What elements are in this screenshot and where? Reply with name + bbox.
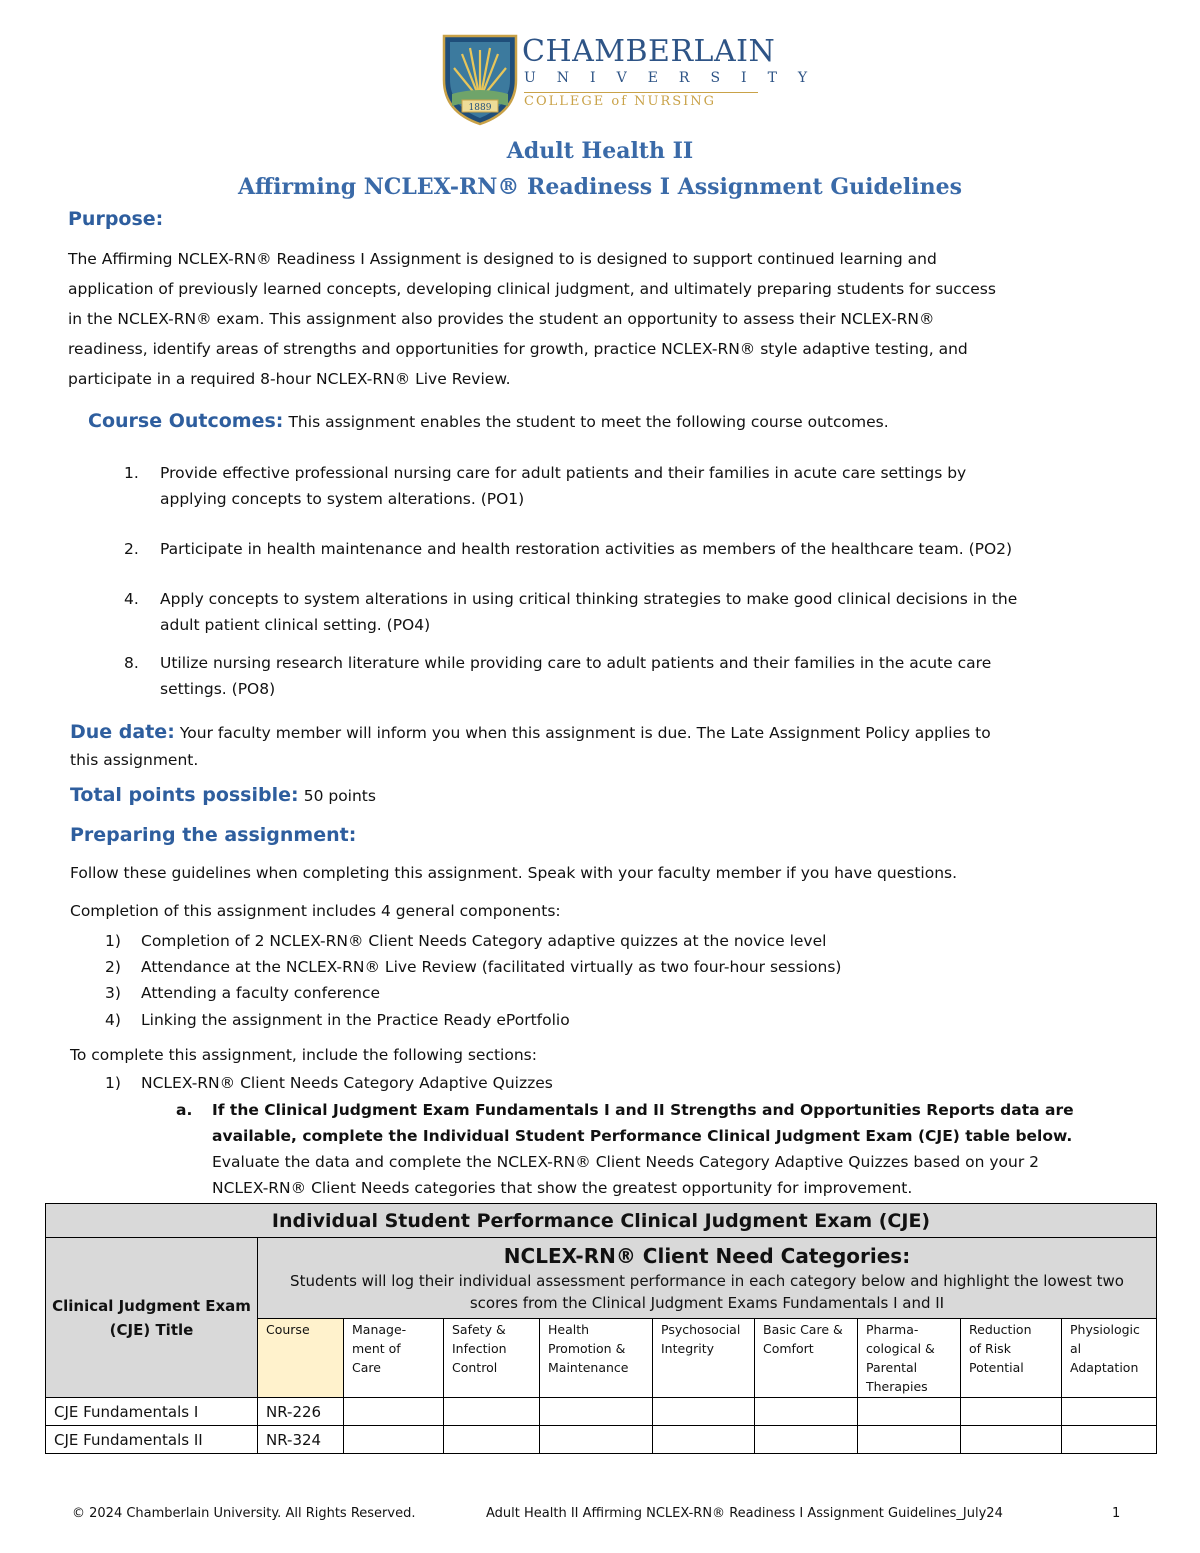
score-cell[interactable] xyxy=(344,1398,444,1426)
col-header-course: Course xyxy=(258,1319,344,1398)
logo-university: UNIVERSITY xyxy=(524,70,829,86)
course-outcomes-intro: This assignment enables the student to meet the following course outcomes. xyxy=(288,413,889,431)
page-title: Adult Health II xyxy=(506,138,694,164)
cje-row-course: NR-324 xyxy=(258,1426,344,1454)
total-points-value: 50 points xyxy=(303,787,376,805)
col-header-psychosocial-integrity: Psychosocial Integrity xyxy=(653,1319,755,1398)
cje-title-header: Clinical Judgment Exam (CJE) Title xyxy=(46,1238,258,1398)
score-cell[interactable] xyxy=(755,1398,858,1426)
subsection-line: If the Clinical Judgment Exam Fundamentals I and II Strengths and Opportunities Reports data are xyxy=(212,1101,1074,1119)
purpose-line: The Affirming NCLEX-RN® Readiness I Assignment is designed to is designed to support continued learning and xyxy=(68,250,937,268)
col-header-pharmacological: Pharma- cological & Parental Therapies xyxy=(858,1319,961,1398)
cje-row-course: NR-226 xyxy=(258,1398,344,1426)
footer-page-number: 1 xyxy=(1112,1506,1121,1521)
score-cell[interactable] xyxy=(755,1426,858,1454)
preparing-heading: Preparing the assignment: xyxy=(70,824,357,846)
outcome-line: adult patient clinical setting. (PO4) xyxy=(160,616,431,634)
cje-row-title: CJE Fundamentals I xyxy=(46,1398,258,1426)
due-date-text-cont: this assignment. xyxy=(70,751,199,769)
outcome-number: 8. xyxy=(124,654,139,672)
score-cell[interactable] xyxy=(540,1398,653,1426)
logo-college: COLLEGE of NURSING xyxy=(524,94,717,109)
purpose-line: in the NCLEX-RN® exam. This assignment also provides the student an opportunity to assess their NCLEX-RN® xyxy=(68,310,935,328)
outcome-text xyxy=(160,536,1130,562)
outcome-text xyxy=(160,650,1130,702)
course-outcomes-heading: Course Outcomes: xyxy=(88,410,284,432)
logo-rule xyxy=(524,92,758,93)
score-cell[interactable] xyxy=(653,1426,755,1454)
score-cell[interactable] xyxy=(961,1398,1062,1426)
component-text: Attending a faculty conference xyxy=(141,984,381,1002)
outcome-line: Provide effective professional nursing care for adult patients and their families in acute care settings by xyxy=(160,464,967,482)
score-cell[interactable] xyxy=(858,1398,961,1426)
footer-copyright: © 2024 Chamberlain University. All Rights Reserved. xyxy=(72,1506,416,1521)
subsection-line: available, complete the Individual Student Performance Clinical Judgment Exam (CJE) table below. xyxy=(212,1127,1073,1145)
due-date-block xyxy=(70,718,991,747)
col-header-health-promotion: Health Promotion & Maintenance xyxy=(540,1319,653,1398)
col-header-management-of-care: Manage- ment of Care xyxy=(344,1319,444,1398)
component-number: 3) xyxy=(105,984,121,1002)
section-number: 1) xyxy=(105,1074,121,1092)
component-number: 4) xyxy=(105,1011,121,1029)
outcome-line: Apply concepts to system alterations in using critical thinking strategies to make good clinical decisions in the xyxy=(160,590,1018,608)
subsection-line: NCLEX-RN® Client Needs categories that show the greatest opportunity for improvement. xyxy=(212,1179,913,1197)
score-cell[interactable] xyxy=(653,1398,755,1426)
total-points-block xyxy=(70,784,376,806)
footer-document-name: Adult Health II Affirming NCLEX-RN® Readiness I Assignment Guidelines_July24 xyxy=(486,1506,1003,1521)
purpose-line: application of previously learned concepts, developing clinical judgment, and ultimately preparing students for success xyxy=(68,280,996,298)
due-date-heading: Due date: xyxy=(70,721,175,743)
component-number: 2) xyxy=(105,958,121,976)
components-intro: Completion of this assignment includes 4 general components: xyxy=(70,902,561,920)
component-text: Completion of 2 NCLEX-RN® Client Needs Category adaptive quizzes at the novice level xyxy=(141,932,827,950)
client-needs-title: NCLEX-RN® Client Need Categories: xyxy=(503,1244,911,1268)
page-subtitle: Affirming NCLEX-RN® Readiness I Assignment Guidelines xyxy=(237,174,962,200)
outcome-text xyxy=(160,460,1130,512)
component-number: 1) xyxy=(105,932,121,950)
score-cell[interactable] xyxy=(1062,1398,1157,1426)
table-row xyxy=(46,1398,1157,1426)
score-cell[interactable] xyxy=(858,1426,961,1454)
outcome-line: Participate in health maintenance and health restoration activities as members of the healthcare team. (PO2) xyxy=(160,540,1013,558)
course-outcomes-intro-line xyxy=(88,410,889,432)
score-cell[interactable] xyxy=(540,1426,653,1454)
subsection-text xyxy=(212,1097,1152,1201)
sections-intro: To complete this assignment, include the following sections: xyxy=(70,1046,537,1064)
client-needs-instructions: Students will log their individual assessment performance in each category below and highlight the lowest two scores from the Clinical Judgment Exams Fundamentals I and II xyxy=(290,1272,1124,1312)
due-date-text: Your faculty member will inform you when this assignment is due. The Late Assignment Policy applies to xyxy=(179,724,991,742)
subsection-line: Evaluate the data and complete the NCLEX-RN® Client Needs Category Adaptive Quizzes based on your 2 xyxy=(212,1153,1039,1171)
col-header-safety-infection-control: Safety & Infection Control xyxy=(444,1319,540,1398)
preparing-intro: Follow these guidelines when completing this assignment. Speak with your faculty member if you have questions. xyxy=(70,864,958,882)
purpose-line: readiness, identify areas of strengths and opportunities for growth, practice NCLEX-RN® style adaptive testing, and xyxy=(68,340,968,358)
subsection-letter: a. xyxy=(176,1101,193,1119)
component-text: Linking the assignment in the Practice Ready ePortfolio xyxy=(141,1011,570,1029)
section-text: NCLEX-RN® Client Needs Category Adaptive Quizzes xyxy=(141,1074,553,1092)
purpose-line: participate in a required 8-hour NCLEX-RN® Live Review. xyxy=(68,370,511,388)
outcome-text xyxy=(160,586,1130,638)
col-header-basic-care-comfort: Basic Care & Comfort xyxy=(755,1319,858,1398)
total-points-heading: Total points possible: xyxy=(70,784,299,806)
cje-row-title: CJE Fundamentals II xyxy=(46,1426,258,1454)
table-row xyxy=(46,1426,1157,1454)
logo-name: CHAMBERLAIN xyxy=(522,34,776,69)
outcome-number: 1. xyxy=(124,464,139,482)
score-cell[interactable] xyxy=(444,1426,540,1454)
col-header-physiological-adaptation: Physiologic al Adaptation xyxy=(1062,1319,1157,1398)
crest-icon xyxy=(442,34,518,126)
client-needs-header xyxy=(258,1238,1157,1319)
university-logo xyxy=(442,34,829,126)
score-cell[interactable] xyxy=(444,1398,540,1426)
score-cell[interactable] xyxy=(344,1426,444,1454)
col-header-reduction-of-risk: Reduction of Risk Potential xyxy=(961,1319,1062,1398)
purpose-text xyxy=(68,244,1148,394)
table-title: Individual Student Performance Clinical Judgment Exam (CJE) xyxy=(46,1204,1157,1238)
crest-year: 1889 xyxy=(468,103,492,113)
outcome-line: Utilize nursing research literature while providing care to adult patients and their families in the acute care xyxy=(160,654,992,672)
score-cell[interactable] xyxy=(1062,1426,1157,1454)
component-text: Attendance at the NCLEX-RN® Live Review (facilitated virtually as two four-hour sessions) xyxy=(141,958,842,976)
score-cell[interactable] xyxy=(961,1426,1062,1454)
cje-performance-table xyxy=(45,1203,1157,1454)
purpose-heading: Purpose: xyxy=(68,208,164,230)
outcome-number: 4. xyxy=(124,590,139,608)
outcome-number: 2. xyxy=(124,540,139,558)
outcome-line: settings. (PO8) xyxy=(160,680,276,698)
outcome-line: applying concepts to system alterations. (PO1) xyxy=(160,490,525,508)
